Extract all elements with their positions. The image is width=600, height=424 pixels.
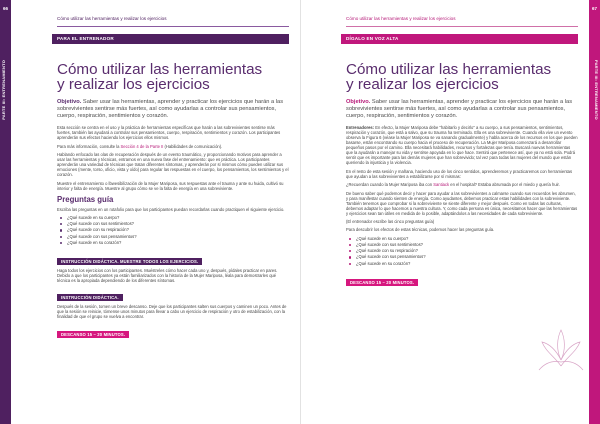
section-band: DÍGALO EN VOZ ALTA	[341, 34, 578, 44]
title-line-2: y realizar los ejercicios	[57, 76, 210, 93]
inline-link[interactable]: Santiack	[433, 182, 450, 188]
list-item: ¿Qué sucede en su corazón?	[60, 240, 289, 246]
section-link[interactable]: Sección 4 de la Parte II	[120, 143, 164, 149]
instruction-tag: INSTRUCCIÓN DIDÁCTICA. MUESTRE TODOS LOS EJERCICIOS.	[57, 258, 202, 265]
instruction-tag: INSTRUCCIÓN DIDÁCTICA.	[57, 294, 123, 301]
objective-text: Saber usar las herramientas, aprender y practicar los ejercicios que harán a las sobrevivientes sentirse más fuertes, así como ayudarlas a controlar sus pensamientos, cuerpo, respiración, sentimientos y corazón.	[57, 99, 284, 119]
objective	[346, 99, 578, 119]
paragraph: Haga todos los ejercicios con los participantes. Muéstreles cómo hacer cada uno y, después, pídales practicar en pares. Debido a que los participantes ya están familiarizados con la historia de la Mujer Mariposa, léala para demostrarles qué técnica es la apropiada dependiendo de los diferentes síntomas.	[57, 267, 278, 283]
paragraph: De bueno saber qué podemos decir y hacer para ayudar a las sobrevivientes a calmarse cuando sus recuerdos les abrumen, y para manifestar cuando sienten de energía. Como ayudantes, debemos practicar estas habilidades con la sobreviviente. También tenemos que comprobar si la sobreviviente se siente diferente y mejor después. Como en todas las culturas, debemos adaptar lo que hacemos a nuestra cultura. Y, como cada persona es única, necesitamos hacer que las herramientas y ejercicios sean tan útiles en medida de lo posible, adaptándolos a las necesidades de cada sobreviviente.	[346, 190, 578, 216]
text: (Habilidades de comunicación).	[163, 143, 223, 149]
header-rule	[346, 26, 578, 27]
leaf	[561, 361, 583, 370]
list-item: ¿Qué sucede en su cuerpo?	[349, 236, 578, 242]
petal	[542, 342, 561, 366]
list-item: ¿Qué sucede con sus pensamientos?	[349, 254, 578, 260]
text: En efecto, la Mujer Mariposa debe "habitarlo y decirlo" a su cuerpo, a sus pensamientos, sentimientos, respiración y corazón, que está a salvo, que su trauma ha terminado. Ella es una sobreviviente. Cuando ella vive un evento observa la Figura 6 (véase la Mujer Mariposa se va sanando gradualmente) y habla acerca de los recursos en los que pueden basarse, están encontrando su cuerpo hacia el proceso de recuperación. La Mujer Mariposa comenzará a desarrollar pequeños pasos por el camino. Ella necesitará habilidades, recursos y fortalezas que tenía. Buscará nuevas herramientas que la ayudarán a manejar su vida y sentirse apoyada en lo que hace. Sentirá que pertenece así, que ya no está sola. Podrá sentir que es importante para las demás mujeres que han sobrevivido; tal vez para todas las mujeres del mundo que están queriendo la injusticia y la violencia.	[346, 125, 578, 166]
objective-label: Objetivo.	[57, 99, 82, 105]
objective-label: Objetivo.	[346, 99, 371, 105]
running-head: Cómo utilizar las herramientas y realizar los ejercicios	[57, 16, 167, 21]
right-side-strip	[589, 0, 600, 424]
list-item: ¿Qué sucede en su cuerpo?	[60, 215, 289, 221]
break-tag: DESCANSO 15 – 20 MINUTOS.	[57, 331, 129, 338]
left-content	[57, 62, 289, 341]
left-side-strip	[0, 0, 11, 424]
petal	[561, 342, 580, 366]
butterfly-flower-illustration	[536, 326, 586, 372]
title-line-1: Cómo utilizar las herramientas	[57, 61, 263, 78]
text: Para más información, consulte la	[57, 143, 121, 149]
paragraph	[346, 182, 578, 187]
leaf	[539, 361, 561, 370]
text: en el hospital? Estaba abrumada por el miedo y quería huir.	[449, 182, 560, 188]
paragraph	[57, 144, 289, 149]
subheading: Preguntas guía	[57, 194, 114, 204]
paragraph: Hablando enfocado las olas de recuperación después de un evento traumático, y proporcionando motivos para aprender a usar las herramientas y técnicas, entramos en una nueva fase del entrenamiento: que es práctica. Los participantes aprenderán una variedad de técnicas que tratan diferentes síntomas, y aprenderán por sí mismos cómo pueden utilizar sus emociones (mente, torso, oficio, vista y oído) para regular las respuestas en el cuerpo, los pensamientos, los sentimientos y el corazón.	[57, 152, 289, 178]
running-head: Cómo utilizar las herramientas y realizar los ejercicios	[346, 16, 456, 21]
right-content	[346, 62, 578, 289]
paragraph: Escriba las preguntas en un rotafolio para que los participantes puedan recordarlas cuando practiquen el siguiente ejercicio.	[57, 206, 285, 212]
list-item: ¿Qué sucede con su respiración?	[60, 227, 289, 233]
list-item: ¿Qué sucede con sus sentimientos?	[349, 242, 578, 248]
question-list	[60, 215, 289, 246]
right-page	[300, 0, 600, 424]
section-band: PARA EL ENTRENADOR	[52, 34, 289, 44]
paragraph: Esta sección se centra en el uso y la práctica de herramientas específicas que harán a las sobrevivientes sentirse más fuertes, también las ayudará a controlar sus pensamientos, cuerpo, respiración, sentimientos y corazón. Los participantes aprenderán sus efectos haciendo los ejercicios ellos mismos.	[57, 125, 281, 141]
list-item: ¿Qué sucede con su respiración?	[349, 248, 578, 254]
paragraph: Después de la sesión, tomen un breve descanso. Deje que los participantes salten sus cuerpos y caminen un poco. Antes de que la sesión se reinicie, tómense unos minutos para llevar a cabo un ejercicio de respiración y otro de estabilización, con la finalidad de que el grupo se vuelva a encontrar.	[57, 304, 287, 320]
page-number: 67	[591, 6, 597, 11]
objective	[57, 99, 289, 119]
text: ¿Recuerdan cuando la Mujer Mariposa iba con	[346, 182, 434, 188]
page-number: 66	[2, 6, 8, 11]
page-title	[346, 62, 578, 92]
paragraph: En el resto de esta sesión y mañana, haciendo uso de los cinco sentidos, aprenderemos y practicaremos con herramientas que ayudan a las sobrevivientes a estabilizarse por sí mismas:	[346, 168, 573, 179]
paragraph: Muestre el entrenamiento o lbwesibilización de la Mujer Mariposa, sus respuestas ante el trauma y ante su huida, cultivó su interior y falta de energía. Muestre al grupo cómo se ve la falta de energía en una sobreviviente.	[57, 180, 284, 191]
paragraph: Para descubrir los efectos de estas técnicas, podemos hacer las preguntas guía.	[346, 227, 495, 233]
question-list	[349, 236, 578, 267]
paragraph	[346, 125, 578, 165]
title-line-1: Cómo utilizar las herramientas	[346, 61, 552, 78]
side-section-label: PARTE III: ENTRENAMIENTO	[1, 60, 6, 120]
page-title	[57, 62, 289, 92]
title-line-2: y realizar los ejercicios	[346, 76, 499, 93]
objective-text: Saber usar las herramientas, aprender y practicar los ejercicios que harán a las sobrevivientes sentirse más fuertes, así como ayudarlas a controlar sus pensamientos, cuerpo, respiración, sentimientos y corazón.	[346, 99, 573, 119]
header-rule	[57, 26, 289, 27]
side-section-label: PARTE III: ENTRENAMIENTO	[594, 60, 599, 120]
emphasis: Entrenadores:	[346, 125, 375, 131]
list-item: ¿Qué sucede en su corazón?	[349, 261, 578, 267]
break-tag: DESCANSO 15 – 20 MINUTOS.	[346, 279, 418, 286]
list-item: ¿Qué sucede con sus sentimientos?	[60, 221, 289, 227]
list-item: ¿Qué sucede con sus pensamientos?	[60, 234, 289, 240]
paragraph: (El entrenador escribe las cinco preguntas guía)	[346, 218, 435, 224]
